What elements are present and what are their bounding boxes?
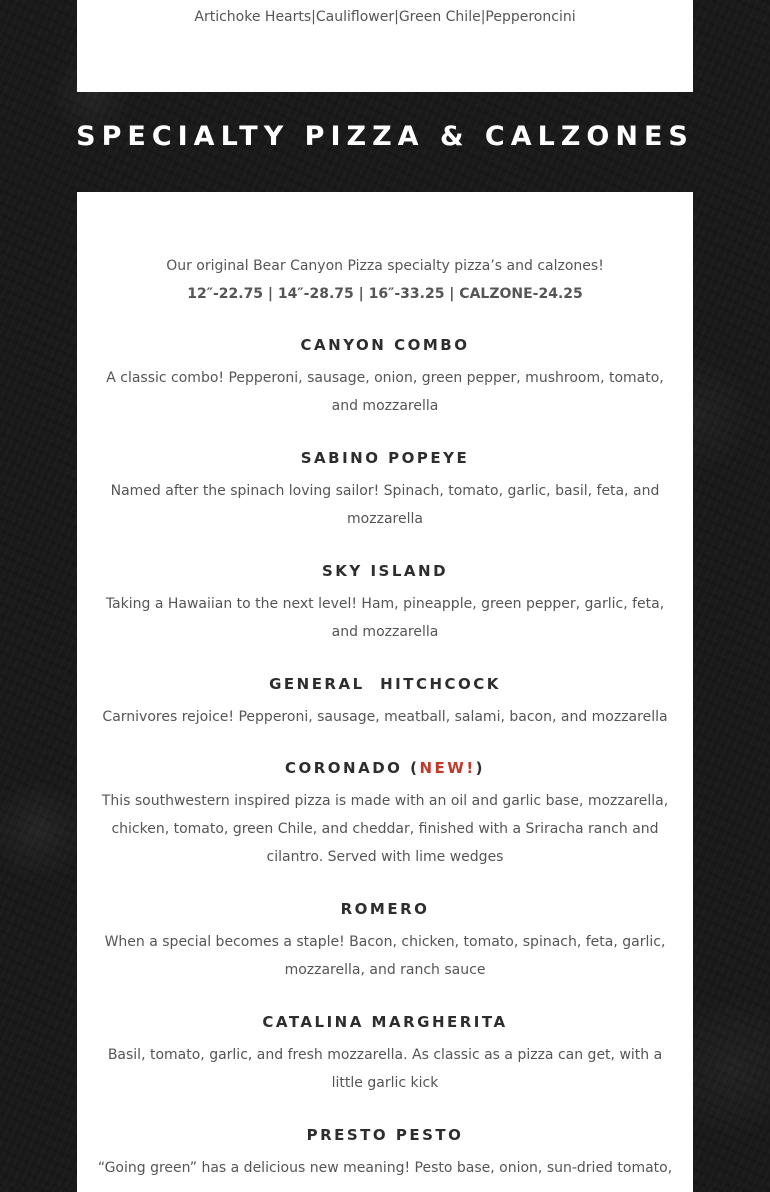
menu-item-description: A classic combo! Pepperoni, sausage, onion, green pepper, mushroom, tomato, and mozzarella: [106, 370, 664, 414]
menu-item-name: PRESTO PESTO: [306, 1126, 464, 1144]
menu-item-name: SABINO POPEYE: [300, 449, 470, 467]
menu-item-catalina-margherita: [97, 1011, 673, 1097]
menu-item-description: Taking a Hawaiian to the next level! Ham, pineapple, green pepper, garlic, feta, and mozzarella: [105, 596, 665, 640]
menu-item-sabino-popeye: [97, 447, 673, 533]
menu-item-presto-pesto: [97, 1124, 673, 1182]
menu-item-description: This southwestern inspired pizza is made with an oil and garlic base, mozzarella, chicken, tomato, green Chile, and cheddar, finished with a Sriracha ranch and cilantro. Served with lime wedges: [101, 793, 669, 865]
menu-item-sky-island: [97, 560, 673, 646]
menu-item-name: [97, 757, 673, 779]
section-intro: [77, 252, 693, 308]
menu-item-general-hitchcock: [97, 673, 673, 731]
menu-item-description: Named after the spinach loving sailor! Spinach, tomato, garlic, basil, feta, and mozzarella: [110, 483, 660, 527]
menu-item-name-suffix: ): [475, 759, 486, 777]
new-badge: NEW!: [419, 759, 476, 777]
price-list: 12″-22.75 | 14″-28.75 | 16″-33.25 | CALZONE-24.25: [187, 286, 583, 302]
menu-item-name: CANYON COMBO: [300, 336, 470, 354]
menu-item-description: Carnivores rejoice! Pepperoni, sausage, meatball, salami, bacon, and mozzarella: [102, 709, 668, 725]
previous-section-panel: [77, 0, 693, 92]
menu-item-description: “Going green” has a delicious new meaning! Pesto base, onion, sun-dried tomato,: [97, 1160, 673, 1176]
menu-item-name-text: CORONADO (: [284, 759, 420, 777]
menu-item-description: Basil, tomato, garlic, and fresh mozzarella. As classic as a pizza can get, with a little garlic kick: [107, 1047, 663, 1091]
intro-text: Our original Bear Canyon Pizza specialty pizza’s and calzones!: [166, 258, 604, 274]
menu-panel: [77, 192, 693, 1192]
menu-item-description: When a special becomes a staple! Bacon, chicken, tomato, spinach, feta, garlic, mozzarella, and ranch sauce: [104, 934, 666, 978]
menu-item-coronado: [97, 757, 673, 871]
menu-item-romero: [97, 898, 673, 984]
menu-item-name: CATALINA MARGHERITA: [262, 1013, 508, 1031]
menu-item-canyon-combo: [97, 334, 673, 420]
toppings-list: Artichoke Hearts|Cauliflower|Green Chile|Pepperoncini: [194, 9, 576, 25]
menu-item-name: SKY ISLAND: [321, 562, 449, 580]
menu-item-name: GENERAL HITCHCOCK: [269, 675, 501, 693]
menu-item-name: ROMERO: [340, 900, 430, 918]
section-title: SPECIALTY PIZZA & CALZONES: [76, 121, 694, 152]
